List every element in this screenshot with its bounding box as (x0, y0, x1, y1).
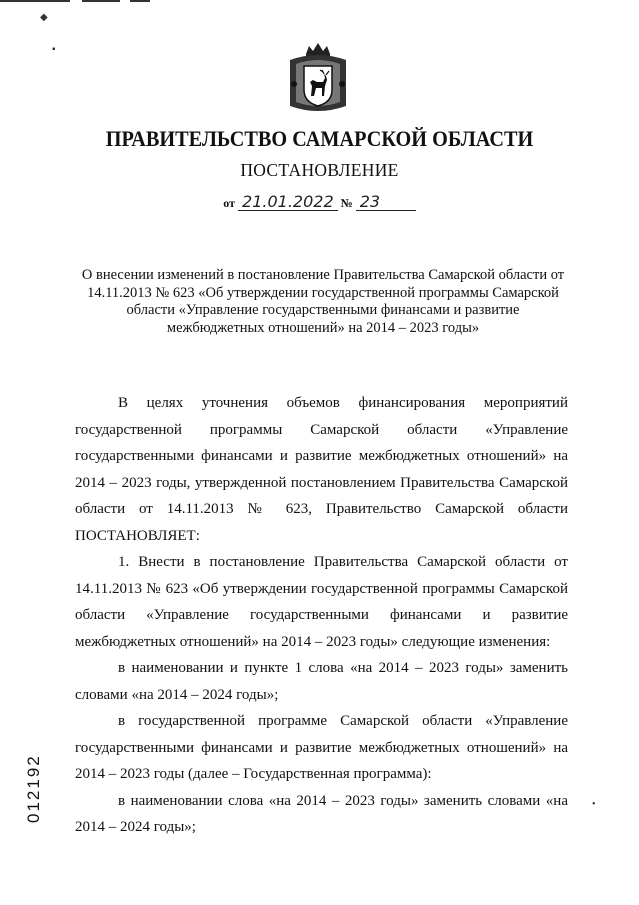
handwritten-date: 21.01.2022 (238, 194, 338, 211)
document-type: ПОСТАНОВЛЕНИЕ (240, 160, 399, 180)
scan-mark: ◆ (40, 12, 48, 23)
scan-mark: • (592, 799, 596, 810)
number-prefix: № (340, 196, 353, 210)
date-prefix: от (223, 196, 236, 210)
document-body (75, 390, 568, 841)
coat-of-arms-icon (284, 40, 352, 116)
paragraph: в государственной программе Самарской области «Управление государственными финансами и развитие межбюджетных отношений» на 2014 – 2023 годы (далее – Государственная программа): (75, 713, 568, 782)
government-title: ПРАВИТЕЛЬСТВО САМАРСКОЙ ОБЛАСТИ (105, 126, 534, 151)
paragraph: В целях уточнения объемов финансирования мероприятий государственной программы Самарской области «Управление государственными финансами и развитие межбюджетных отношений» на 2014 – 2023 годы, утвержденной постановлением Правительства Самарской области от 14.11.2013 № 623, Правительство Самарской области ПОСТАНОВЛЯЕТ: (75, 395, 568, 544)
side-serial-number: 012192 (24, 754, 43, 823)
paragraph: 1. Внести в постановление Правительства Самарской области от 14.11.2013 № 623 «Об утверждении государственной программы Самарской области «Управление государственными финансами и развитие межбюджетных отношений» на 2014 – 2023 годы» следующие изменения: (75, 554, 568, 650)
date-number-line (0, 194, 639, 211)
handwritten-number: 23 (356, 194, 416, 211)
top-border-line (82, 0, 120, 2)
top-border-line (130, 0, 150, 2)
scan-mark: ▪ (52, 44, 56, 55)
paragraph: в наименовании слова «на 2014 – 2023 годы» заменить словами «на 2014 – 2024 годы»; (75, 792, 568, 835)
top-border-line (0, 0, 70, 2)
paragraph: в наименовании и пункте 1 слова «на 2014 – 2023 годы» заменить словами «на 2014 – 2024 годы»; (75, 660, 568, 703)
document-subject: О внесении изменений в постановление Правительства Самарской области от 14.11.2013 № 623 «Об утверждении государственной программы Самарской области «Управление государственными финансами и развитие межбюджетных отношений» на 2014 – 2023 годы» (81, 267, 565, 336)
